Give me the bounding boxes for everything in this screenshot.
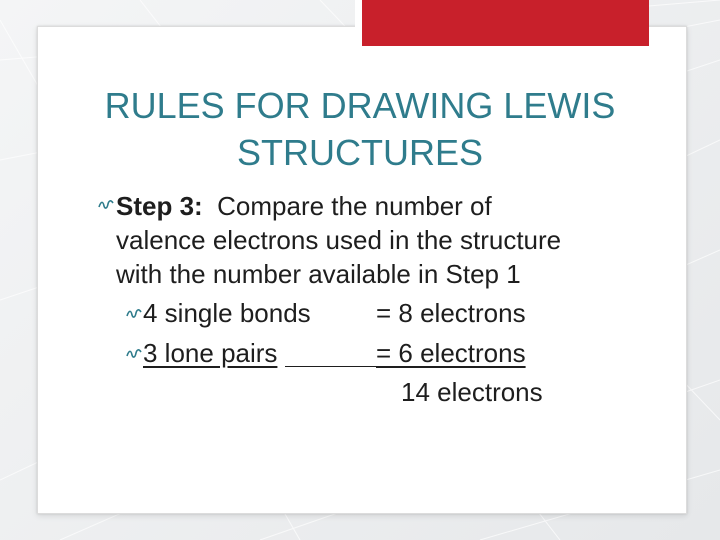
step-line-2: valence electrons used in the structure xyxy=(116,225,562,255)
sub-item-1-value: = 8 electrons xyxy=(376,298,526,328)
sub-item-2-label: 3 lone pairs xyxy=(143,338,278,368)
total-electrons: 14 electrons xyxy=(401,377,543,407)
curly-wave-bullet-icon xyxy=(98,197,114,211)
curly-wave-bullet-icon xyxy=(126,306,142,320)
title-line-2: STRUCTURES xyxy=(236,132,483,173)
step-label: Step 3: xyxy=(116,191,203,221)
sub-item-2-value: = 6 electrons xyxy=(376,338,526,368)
sub-item-1-label: 4 single bonds xyxy=(143,298,311,328)
title-line-1: RULES FOR DRAWING LEWIS xyxy=(104,85,616,126)
curly-wave-bullet-icon xyxy=(126,346,142,360)
sum-rule xyxy=(285,366,376,367)
step-line-1 xyxy=(116,191,492,221)
step-text: Compare the number of xyxy=(217,191,492,221)
step-line-3: with the number available in Step 1 xyxy=(116,259,521,289)
